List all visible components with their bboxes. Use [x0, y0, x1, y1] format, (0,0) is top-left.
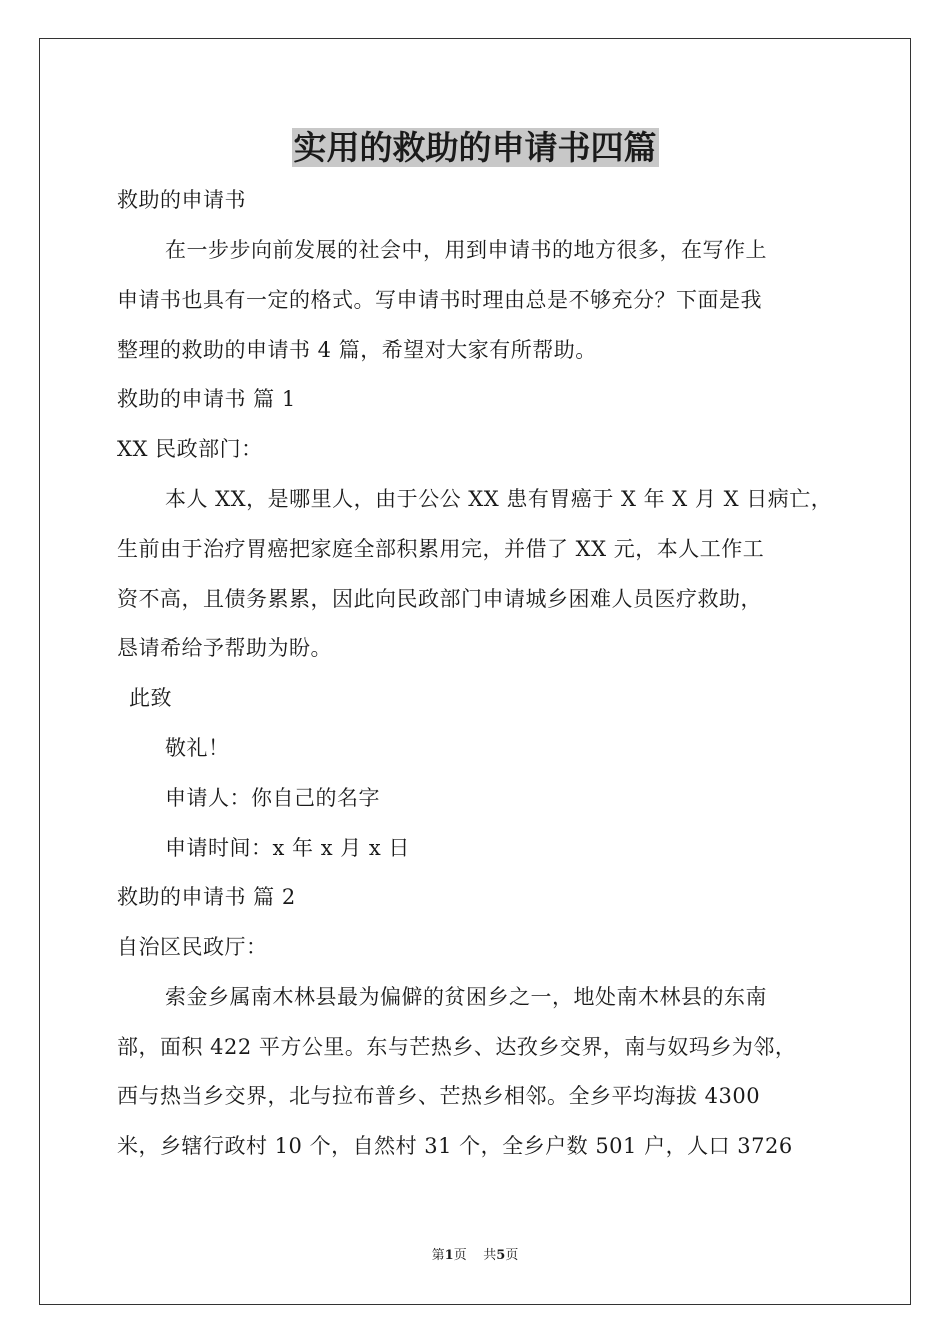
- paragraph-line: 米，乡辖行政村 10 个，自然村 31 个，全乡户数 501 户，人口 3726: [117, 1134, 793, 1158]
- section-heading: 救助的申请书 篇 1: [117, 387, 296, 411]
- page-total: 5: [496, 1248, 506, 1263]
- total-prefix: 共: [483, 1248, 497, 1263]
- closing-line: 此致: [129, 686, 172, 710]
- total-suffix: 页: [505, 1248, 519, 1263]
- paragraph-line: 部，面积 422 平方公里。东与芒热乡、达孜乡交界，南与奴玛乡为邻，: [117, 1035, 797, 1059]
- page-footer: [0, 1247, 950, 1265]
- paragraph-line: 西与热当乡交界，北与拉布普乡、芒热乡相邻。全乡平均海拔 4300: [117, 1084, 761, 1108]
- page-border: [39, 38, 911, 1305]
- page-prefix: 第: [431, 1248, 445, 1263]
- paragraph-line: 在一步步向前发展的社会中，用到申请书的地方很多，在写作上: [165, 238, 767, 262]
- document-title: 实用的救助的申请书四篇: [293, 128, 657, 167]
- application-date-line: 申请时间：x 年 x 月 x 日: [165, 836, 410, 860]
- closing-line: 敬礼！: [165, 736, 230, 760]
- paragraph-line: 生前由于治疗胃癌把家庭全部积累用完，并借了 XX 元，本人工作工: [117, 537, 765, 561]
- applicant-line: 申请人：你自己的名字: [165, 786, 380, 810]
- section-heading: 救助的申请书: [117, 188, 246, 212]
- paragraph-line: 本人 XX，是哪里人，由于公公 XX 患有胃癌于 X 年 X 月 X 日病亡，: [165, 487, 833, 511]
- page-suffix: 页: [453, 1248, 467, 1263]
- paragraph-line: 恳请希给予帮助为盼。: [117, 636, 332, 660]
- salutation: 自治区民政厅：: [117, 935, 268, 959]
- paragraph-line: 索金乡属南木林县最为偏僻的贫困乡之一，地处南木林县的东南: [165, 985, 767, 1009]
- paragraph-line: 资不高，且债务累累，因此向民政部门申请城乡困难人员医疗救助，: [117, 587, 762, 611]
- salutation: XX 民政部门：: [117, 437, 263, 461]
- paragraph-line: 整理的救助的申请书 4 篇，希望对大家有所帮助。: [117, 338, 597, 362]
- paragraph-line: 申请书也具有一定的格式。写申请书时理由总是不够充分？下面是我: [117, 288, 762, 312]
- page-current: 1: [444, 1248, 454, 1263]
- section-heading: 救助的申请书 篇 2: [117, 885, 296, 909]
